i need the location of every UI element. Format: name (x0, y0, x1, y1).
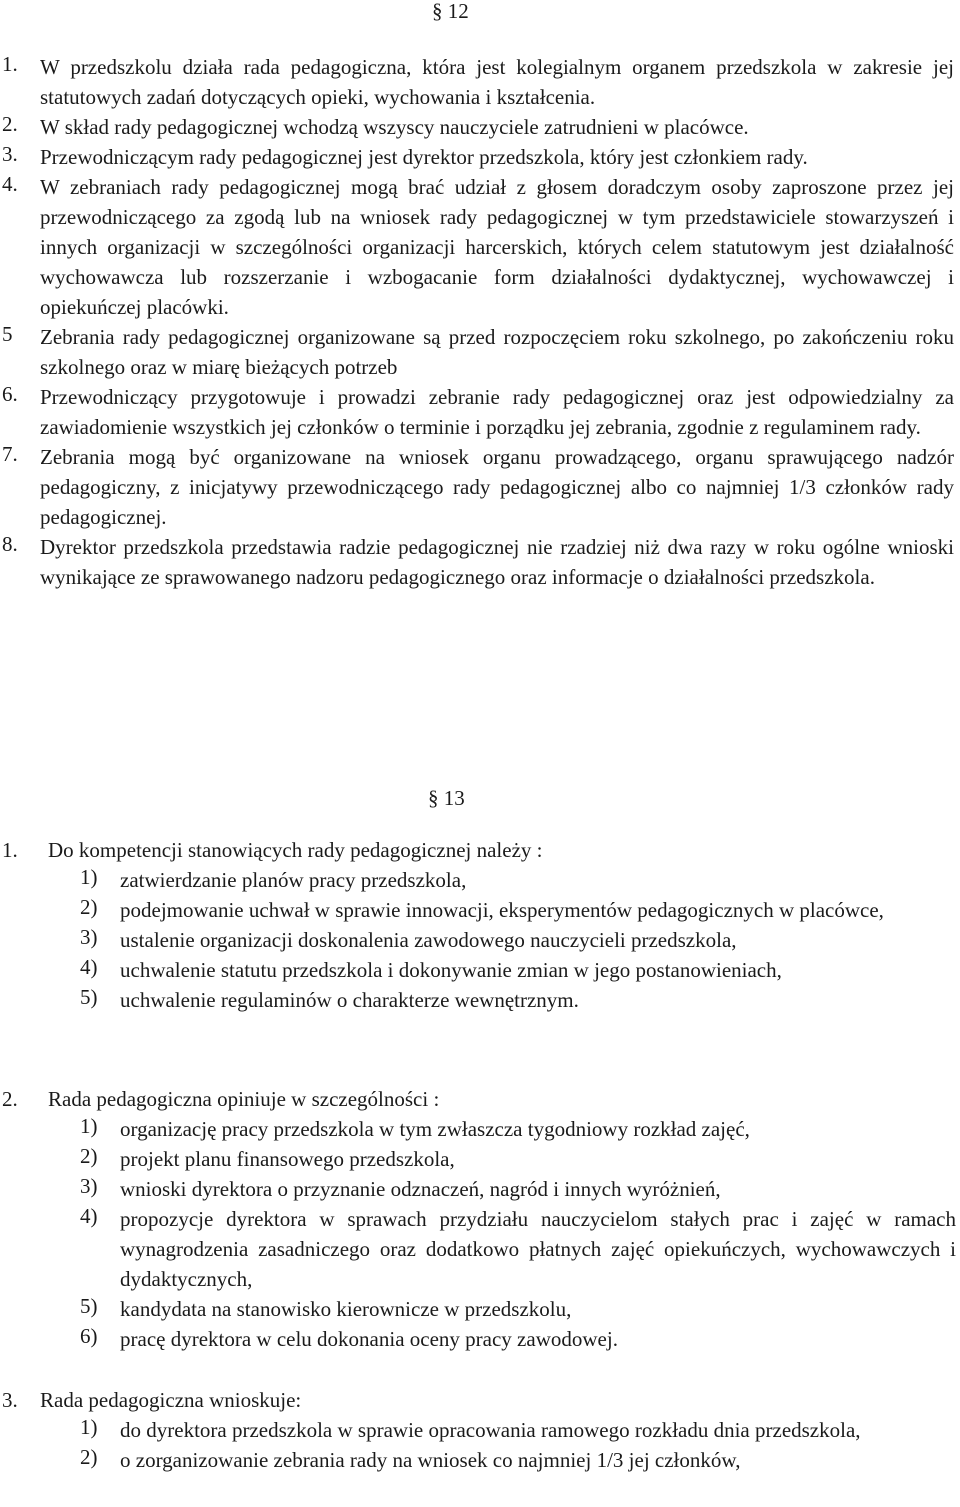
item-number: 4. (2, 172, 18, 196)
item-text: Zebrania rady pedagogicznej organizowane są przed rozpoczęciem roku szkolnego, po zakończeniu roku szkolnego oraz w miarę bieżących potrzeb (40, 325, 954, 379)
item-text: organizację pracy przedszkola w tym zwłaszcza tygodniowy rozkład zajęć, (120, 1117, 750, 1141)
item-number: 6. (2, 382, 18, 406)
list-item (0, 925, 960, 955)
item-text: wnioski dyrektora o przyznanie odznaczeń, nagród i innych wyróżnień, (120, 1177, 721, 1201)
list-item (0, 172, 960, 322)
block-title-row (0, 1385, 960, 1415)
item-number: 7. (2, 442, 18, 466)
item-number: 3. (2, 142, 18, 166)
list-item (0, 322, 960, 382)
item-text: propozycje dyrektora w sprawach przydziału nauczycielom stałych prac i zajęć w ramach wynagrodzenia zasadniczego oraz dodatkowo płatnych zajęć opiekuńczych, wychowawczych i dydaktycznych, (120, 1207, 956, 1291)
section-13-block-2 (0, 1084, 960, 1354)
item-text: o zorganizowanie zebrania rady na wniosek co najmniej 1/3 jej członków, (120, 1448, 741, 1472)
block-title-row (0, 1084, 960, 1114)
item-text: do dyrektora przedszkola w sprawie opracowania ramowego rozkładu dnia przedszkola, (120, 1418, 861, 1442)
list-item (0, 1174, 960, 1204)
item-number: 5 (2, 322, 13, 346)
block-number: 2. (2, 1087, 18, 1111)
section-13-heading-text: § 13 (428, 786, 465, 810)
item-number: 4) (80, 1204, 98, 1228)
item-number: 1) (80, 1114, 98, 1138)
list-item (0, 985, 960, 1015)
list-item (0, 382, 960, 442)
section-12-heading-text: § 12 (432, 0, 469, 23)
item-number: 8. (2, 532, 18, 556)
item-text: W skład rady pedagogicznej wchodzą wszyscy nauczyciele zatrudnieni w placówce. (40, 115, 749, 139)
section-13-block-1 (0, 835, 960, 1015)
item-number: 3) (80, 925, 98, 949)
item-number: 2) (80, 895, 98, 919)
list-item (0, 1114, 960, 1144)
item-text: uchwalenie statutu przedszkola i dokonywanie zmian w jego postanowieniach, (120, 958, 782, 982)
item-text: pracę dyrektora w celu dokonania oceny pracy zawodowej. (120, 1327, 618, 1351)
item-text: podejmowanie uchwał w sprawie innowacji, eksperymentów pedagogicznych w placówce, (120, 898, 884, 922)
section-13-block-3 (0, 1385, 960, 1475)
item-number: 3) (80, 1174, 98, 1198)
item-text: W zebraniach rady pedagogicznej mogą brać udział z głosem doradczym osoby zaproszone przez jej przewodniczącego za zgodą lub na wniosek rady pedagogicznej w tym przedstawiciele stowarzyszeń i innych organizacji w szczególności organizacji harcerskich, których celem statutowym jest działalność wychowawcza lub rozszerzanie i wzbogacanie form działalności dydaktycznej, wychowawczej i opiekuńczej placówki. (40, 175, 954, 319)
item-text: W przedszkolu działa rada pedagogiczna, która jest kolegialnym organem przedszkola w zakresie jej statutowych zadań dotyczących opieki, wychowania i kształcenia. (40, 55, 954, 109)
list-item (0, 532, 960, 592)
item-number: 1) (80, 865, 98, 889)
block-title: Do kompetencji stanowiących rady pedagogicznej należy : (48, 838, 543, 862)
section-12-list (0, 52, 960, 592)
list-item (0, 442, 960, 532)
list-item (0, 52, 960, 112)
item-text: Dyrektor przedszkola przedstawia radzie pedagogicznej nie rzadziej niż dwa razy w roku ogólne wnioski wynikające ze sprawowanego nadzoru pedagogicznego oraz informacje o działalności przedszkola. (40, 535, 954, 589)
block-title-row (0, 835, 960, 865)
block-title: Rada pedagogiczna wnioskuje: (40, 1388, 302, 1412)
item-text: ustalenie organizacji doskonalenia zawodowego nauczycieli przedszkola, (120, 928, 737, 952)
item-number: 1. (2, 52, 18, 76)
list-item (0, 1204, 960, 1294)
list-item (0, 112, 960, 142)
item-text: uchwalenie regulaminów o charakterze wewnętrznym. (120, 988, 579, 1012)
item-text: kandydata na stanowisko kierownicze w przedszkolu, (120, 1297, 572, 1321)
item-text: projekt planu finansowego przedszkola, (120, 1147, 455, 1171)
list-item (0, 895, 960, 925)
list-item (0, 1144, 960, 1174)
block-title: Rada pedagogiczna opiniuje w szczególności : (48, 1087, 440, 1111)
list-item (0, 955, 960, 985)
item-number: 1) (80, 1415, 98, 1439)
list-item (0, 865, 960, 895)
list-item (0, 1294, 960, 1324)
item-number: 2. (2, 112, 18, 136)
block-number: 1. (2, 838, 18, 862)
item-number: 5) (80, 985, 98, 1009)
list-item (0, 1445, 960, 1475)
item-text: zatwierdzanie planów pracy przedszkola, (120, 868, 467, 892)
block-number: 3. (2, 1388, 18, 1412)
item-text: Przewodniczącym rady pedagogicznej jest dyrektor przedszkola, który jest członkiem rady. (40, 145, 808, 169)
list-item (0, 142, 960, 172)
item-text: Zebrania mogą być organizowane na wniosek organu prowadzącego, organu sprawującego nadzór pedagogiczny, z inicjatywy przewodniczącego rady pedagogicznej albo co najmniej 1/3 członków rady pedagogicznej. (40, 445, 954, 529)
list-item (0, 1324, 960, 1354)
list-item (0, 1415, 960, 1445)
item-number: 2) (80, 1144, 98, 1168)
item-number: 4) (80, 955, 98, 979)
item-number: 2) (80, 1445, 98, 1469)
item-text: Przewodniczący przygotowuje i prowadzi zebranie rady pedagogicznej oraz jest odpowiedzialny za zawiadomienie wszystkich jej członków o terminie i porządku jej zebrania, zgodnie z regulaminem rady. (40, 385, 954, 439)
item-number: 6) (80, 1324, 98, 1348)
item-number: 5) (80, 1294, 98, 1318)
